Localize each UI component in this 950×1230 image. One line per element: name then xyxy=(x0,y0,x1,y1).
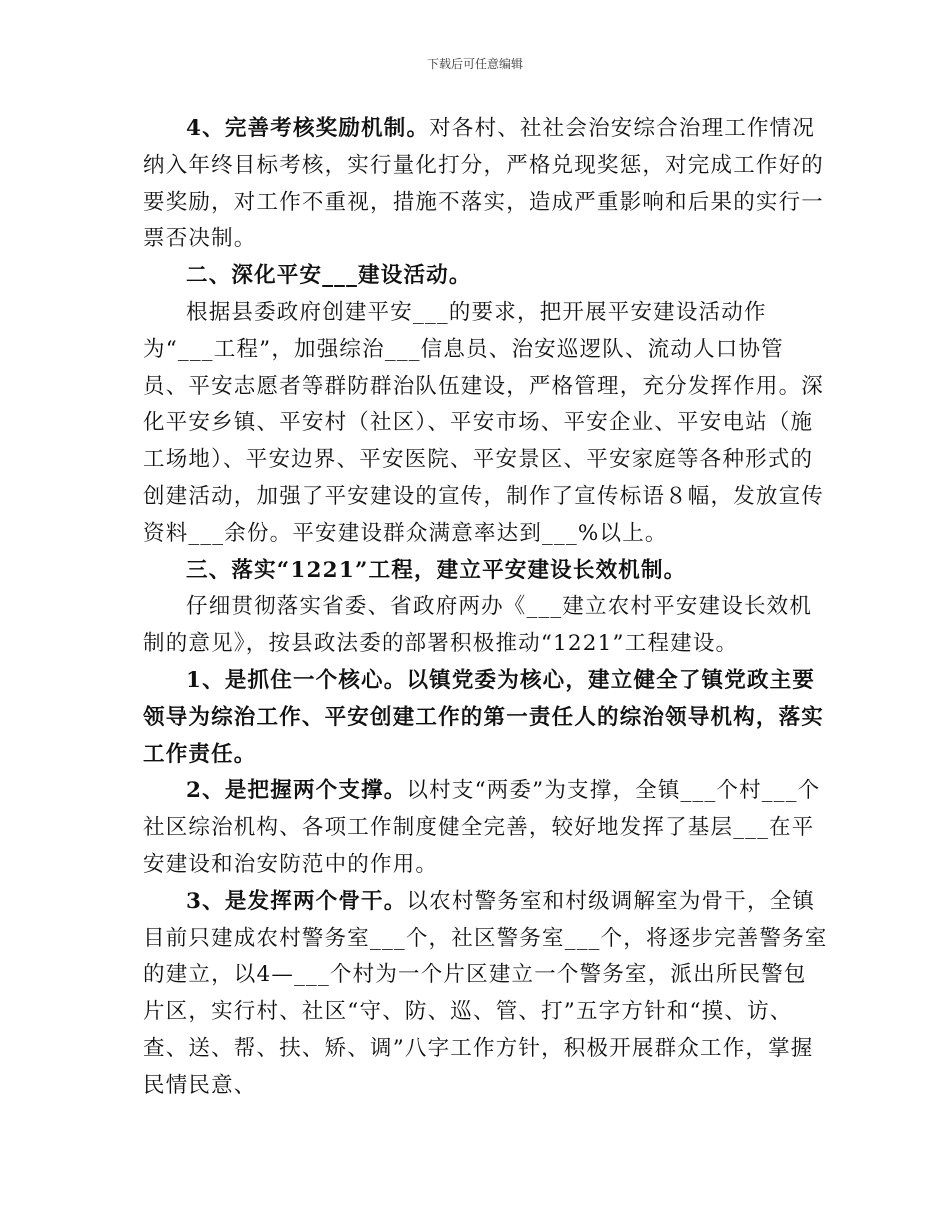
paragraph-lead: 2、是把握两个支撑。 xyxy=(186,778,407,804)
paragraph-core: 1、是抓住一个核心。以镇党委为核心，建立健全了镇党政主要领导为综治工作、平安创建工作的第一责任人的综治领导机构，落实工作责任。 xyxy=(143,667,825,767)
document-body xyxy=(143,111,829,1105)
paragraph-text: 以村支“两委”为支撑，全镇___个村___个社区综治机构、各项工作制度健全完善，较好地发挥了基层___在平安建设和治安防范中的作用。 xyxy=(143,778,821,877)
paragraph-safety-campaign: 根据县委政府创建平安___的要求，把开展平安建设活动作为“___工程”，加强综治___信息员、治安巡逻队、流动人口协管员、平安志愿者等群防群治队伍建设，严格管理，充分发挥作用。深化平安乡镇、平安村（社区）、平安市场、平安企业、平安电站（施工场地）、平安边界、平安医院、平安景区、平安家庭等各种形式的创建活动，加强了平安建设的宣传，制作了宣传标语８幅，发放宣传资料___余份。平安建设群众满意率达到___%以上。 xyxy=(143,299,825,546)
paragraph-text: 对各村、社社会治安综合治理工作情况纳入年终目标考核，实行量化打分，严格兑现奖惩，对完成工作好的要奖励，对工作不重视，措施不落实，造成严重影响和后果的实行一票否决制。 xyxy=(143,116,825,252)
paragraph-lead: 4、完善考核奖励机制。 xyxy=(186,116,430,141)
section-heading-3: 三、落实“1221”工程，建立平安建设长效机制。 xyxy=(186,557,687,583)
paragraph-assessment xyxy=(143,111,829,258)
paragraph-lead: 3、是发挥两个骨干。 xyxy=(186,888,407,914)
paragraph-backbone xyxy=(143,884,829,1105)
paragraph-support xyxy=(143,773,829,883)
section-heading-2: 二、深化平安___建设活动。 xyxy=(186,263,472,289)
page-header: 下载后可任意编辑 xyxy=(426,57,523,71)
paragraph-implementation: 仔细贯彻落实省委、省政府两办《___建立农村平安建设长效机制的意见》，按县政法委的部署积极推动“1221”工程建设。 xyxy=(143,594,813,657)
paragraph-text: 以农村警务室和村级调解室为骨干，全镇目前只建成农村警务室___个，社区警务室___个，将逐步完善警务室的建立，以4—___个村为一个片区建立一个警务室，派出所民警包片区，实行村、社区“守、防、巡、管、打”五字方针和“摸、访、查、送、帮、扶、矫、调”八字工作方针，积极开展群众工作，掌握民情民意、 xyxy=(143,888,828,1098)
